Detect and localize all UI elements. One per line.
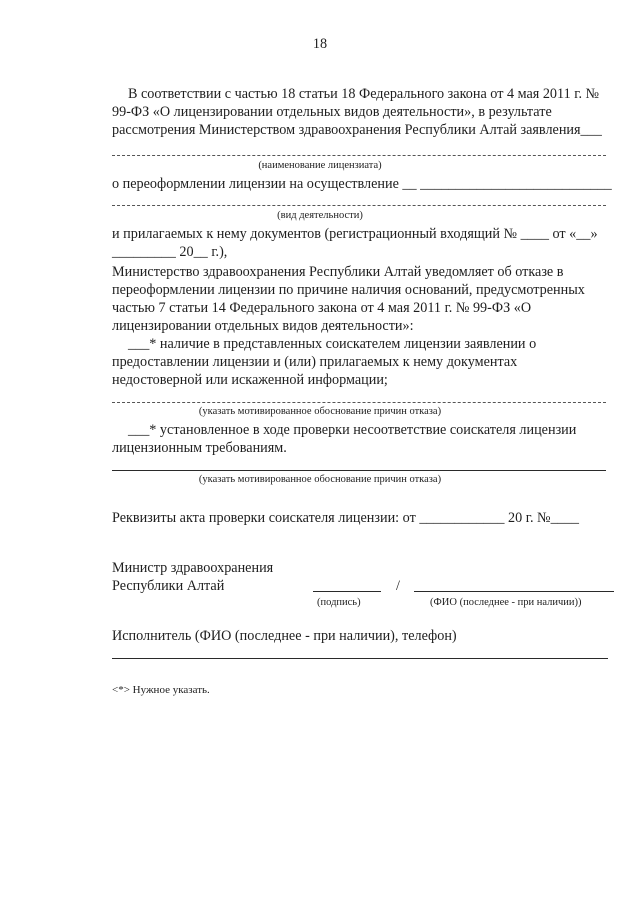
- page-number: 18: [312, 36, 328, 52]
- reason1-line-3: недостоверной или искаженной информации;: [112, 372, 388, 388]
- intro-line-3: рассмотрения Министерством здравоохранения Республики Алтай заявления___: [112, 122, 602, 138]
- reissue-line: о переоформлении лицензии на осуществление __ ___________________________: [112, 176, 612, 192]
- signature-line[interactable]: [313, 591, 381, 592]
- fio-line[interactable]: [414, 591, 614, 592]
- reason1-line-2: предоставлении лицензии и (или) прилагаемых к нему документах: [112, 354, 518, 370]
- docs-line-2: _________ 20__ г.),: [112, 244, 228, 260]
- intro-line-2: 99-ФЗ «О лицензировании отдельных видов деятельности», в результате: [112, 104, 552, 120]
- notice-line-2: переоформлении лицензии по причине наличия оснований, предусмотренных: [112, 282, 585, 298]
- reason2-line-2: лицензионным требованиям.: [112, 440, 287, 456]
- reason1-justification-line[interactable]: [112, 402, 606, 403]
- licensee-caption: (наименование лицензиата): [258, 160, 382, 171]
- licensee-name-line[interactable]: [112, 155, 606, 156]
- notice-line-1: Министерство здравоохранения Республики Алтай уведомляет об отказе в: [112, 264, 564, 280]
- signer-title-1: Министр здравоохранения: [112, 560, 274, 576]
- signer-title-2: Республики Алтай: [112, 578, 225, 594]
- activity-caption: (вид деятельности): [277, 210, 363, 221]
- signature-slash: /: [396, 578, 400, 594]
- executor-label: Исполнитель (ФИО (последнее - при наличии), телефон): [112, 628, 457, 644]
- footnote: <*> Нужное указать.: [112, 684, 210, 696]
- reason2-justification-line[interactable]: [112, 470, 606, 471]
- activity-line[interactable]: [112, 205, 606, 206]
- executor-line[interactable]: [112, 658, 608, 659]
- reason1-caption: (указать мотивированное обоснование причин отказа): [198, 406, 442, 417]
- reason1-line-1: ___* наличие в представленных соискателем лицензии заявлении о: [128, 336, 537, 352]
- reason2-caption: (указать мотивированное обоснование причин отказа): [198, 474, 442, 485]
- inspection-line: Реквизиты акта проверки соискателя лицензии: от ____________ 20 г. №____: [112, 510, 579, 526]
- intro-line-1: В соответствии с частью 18 статьи 18 Федерального закона от 4 мая 2011 г. №: [128, 86, 600, 102]
- signature-caption: (подпись): [317, 597, 361, 608]
- notice-line-4: лицензировании отдельных видов деятельности»:: [112, 318, 414, 334]
- fio-caption: (ФИО (последнее - при наличии)): [430, 597, 582, 608]
- notice-line-3: частью 7 статьи 14 Федерального закона от 4 мая 2011 г. № 99-ФЗ «О: [112, 300, 532, 316]
- docs-line-1: и прилагаемых к нему документов (регистрационный входящий № ____ от «__»: [112, 226, 598, 242]
- reason2-line-1: ___* установленное в ходе проверки несоответствие соискателя лицензии: [128, 422, 577, 438]
